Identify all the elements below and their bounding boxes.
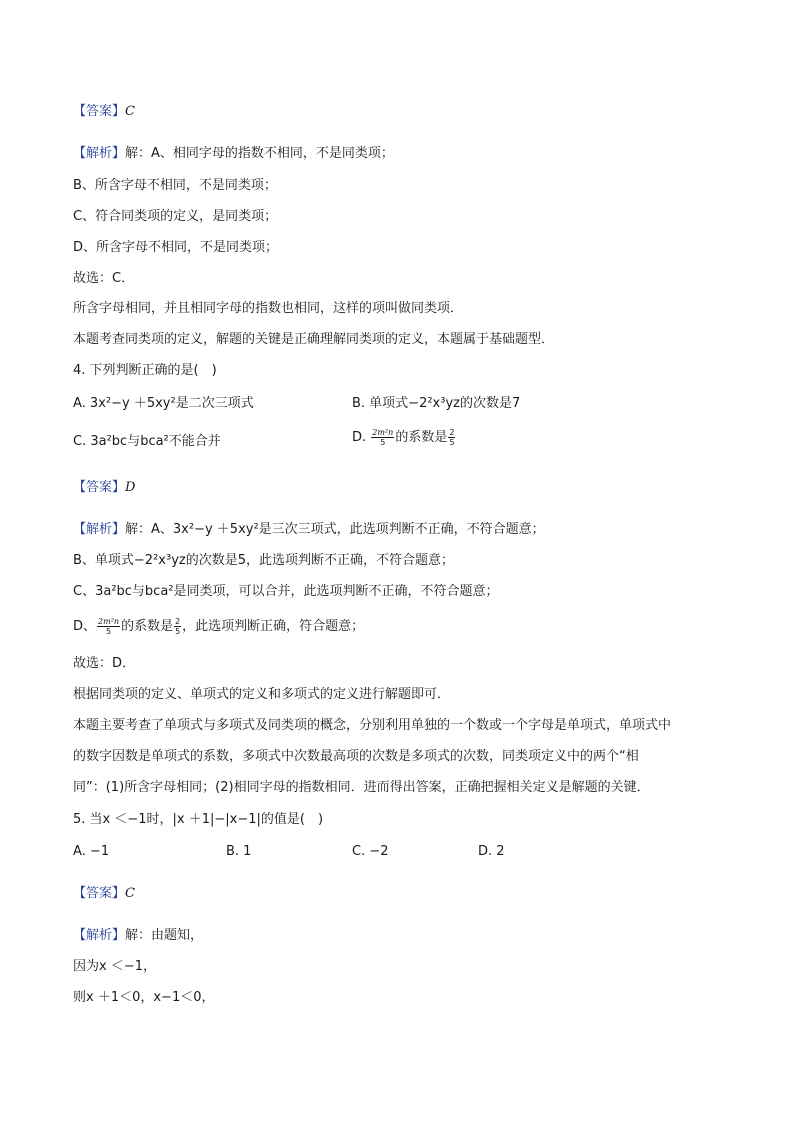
analysis-text: 解：A、3x²−y ＋5xy²是三次三项式，此选项判断不正确，不符合题意； <box>125 522 545 537</box>
answer-tag: 【答案】 <box>73 104 126 119</box>
analysis-tag: 【解析】 <box>73 928 126 943</box>
fraction-numerator: 2 <box>449 428 455 437</box>
fraction <box>448 428 455 447</box>
option-d-prefix: D. <box>352 430 371 445</box>
summary-text: 的数字因数是单项式的系数，多项式中次数最高项的次数是多项式的次数，同类项定义中的两个“相 <box>73 749 639 764</box>
summary-text: 本题考查同类项的定义，解题的关键是正确理解同类项的定义，本题属于基础题型． <box>73 332 555 347</box>
analysis-text: 解：A、相同字母的指数不相同，不是同类项； <box>125 146 394 161</box>
option-c: C. 3a²bc与bca²不能合并 <box>73 434 221 449</box>
analysis-text: 解：由题知， <box>125 928 204 943</box>
answer-tag: 【答案】 <box>73 480 126 495</box>
analysis-text: D、所含字母不相同，不是同类项； <box>73 240 279 255</box>
answer-line <box>73 479 135 497</box>
analysis-tag: 【解析】 <box>73 146 126 161</box>
option-c: C. −2 <box>352 844 389 859</box>
answer-line <box>73 103 135 121</box>
analysis-text: 因为x ＜−1， <box>73 959 156 974</box>
analysis-d-mid: 的系数是 <box>121 619 174 634</box>
fraction-denominator: 5 <box>175 627 181 636</box>
analysis-text: 则x ＋1＜0，x−1＜0， <box>73 990 215 1005</box>
fraction-numerator: 2m²n <box>98 617 120 626</box>
fraction-numerator: 2m²n <box>372 428 394 437</box>
fraction-denominator: 5 <box>449 438 455 447</box>
fraction <box>97 617 120 636</box>
option-d: D. 2 <box>478 844 505 859</box>
fraction-numerator: 2 <box>175 617 181 626</box>
analysis-text: C、符合同类项的定义，是同类项； <box>73 209 278 224</box>
fraction <box>371 428 394 447</box>
option-a: A. −1 <box>73 844 110 859</box>
analysis-text: B、所含字母不相同，不是同类项； <box>73 178 277 193</box>
analysis-tag: 【解析】 <box>73 522 126 537</box>
answer-tag: 【答案】 <box>73 886 126 901</box>
answer-value: D <box>125 480 136 495</box>
analysis-d-suffix: ，此选项判断正确，符合题意； <box>182 619 365 634</box>
method-text: 根据同类项的定义、单项式的定义和多项式的定义进行解题即可． <box>73 687 451 702</box>
option-b: B. 1 <box>226 844 252 859</box>
option-b: B. 单项式−2²x³yz的次数是7 <box>352 396 521 411</box>
analysis-line <box>73 521 545 539</box>
question-stem: 5. 当x ＜−1时，|x ＋1|−|x−1|的值是( ) <box>73 812 324 827</box>
fraction-denominator: 5 <box>380 438 386 447</box>
question-stem: 4. 下列判断正确的是( ) <box>73 363 217 378</box>
analysis-text: B、单项式−2²x³yz的次数是5，此选项判断不正确，不符合题意； <box>73 553 454 568</box>
analysis-text: C、3a²bc与bca²是同类项，可以合并，此选项判断不正确，不符合题意； <box>73 584 499 599</box>
option-d-mid: 的系数是 <box>395 430 448 445</box>
choice-text: 故选：D． <box>73 656 136 671</box>
analysis-line-d <box>73 617 364 636</box>
fraction <box>174 617 181 636</box>
option-d <box>352 428 456 447</box>
analysis-d-prefix: D、 <box>73 619 97 634</box>
option-a: A. 3x²−y ＋5xy²是二次三项式 <box>73 396 254 411</box>
answer-value: C <box>125 104 135 119</box>
analysis-line <box>73 927 203 945</box>
summary-text: 本题主要考查了单项式与多项式及同类项的概念，分别利用单独的一个数或一个字母是单项式，单项式中 <box>73 718 672 733</box>
analysis-line <box>73 145 394 163</box>
explanation-text: 所含字母相同，并且相同字母的指数也相同，这样的项叫做同类项． <box>73 301 464 316</box>
answer-value: C <box>125 886 135 901</box>
summary-text: 同”：(1)所含字母相同；(2)相同字母的指数相同．进而得出答案，正确把握相关定义是解题的关键． <box>73 780 650 795</box>
fraction-denominator: 5 <box>105 627 112 636</box>
answer-line <box>73 885 135 903</box>
choice-text: 故选：C． <box>73 271 135 286</box>
